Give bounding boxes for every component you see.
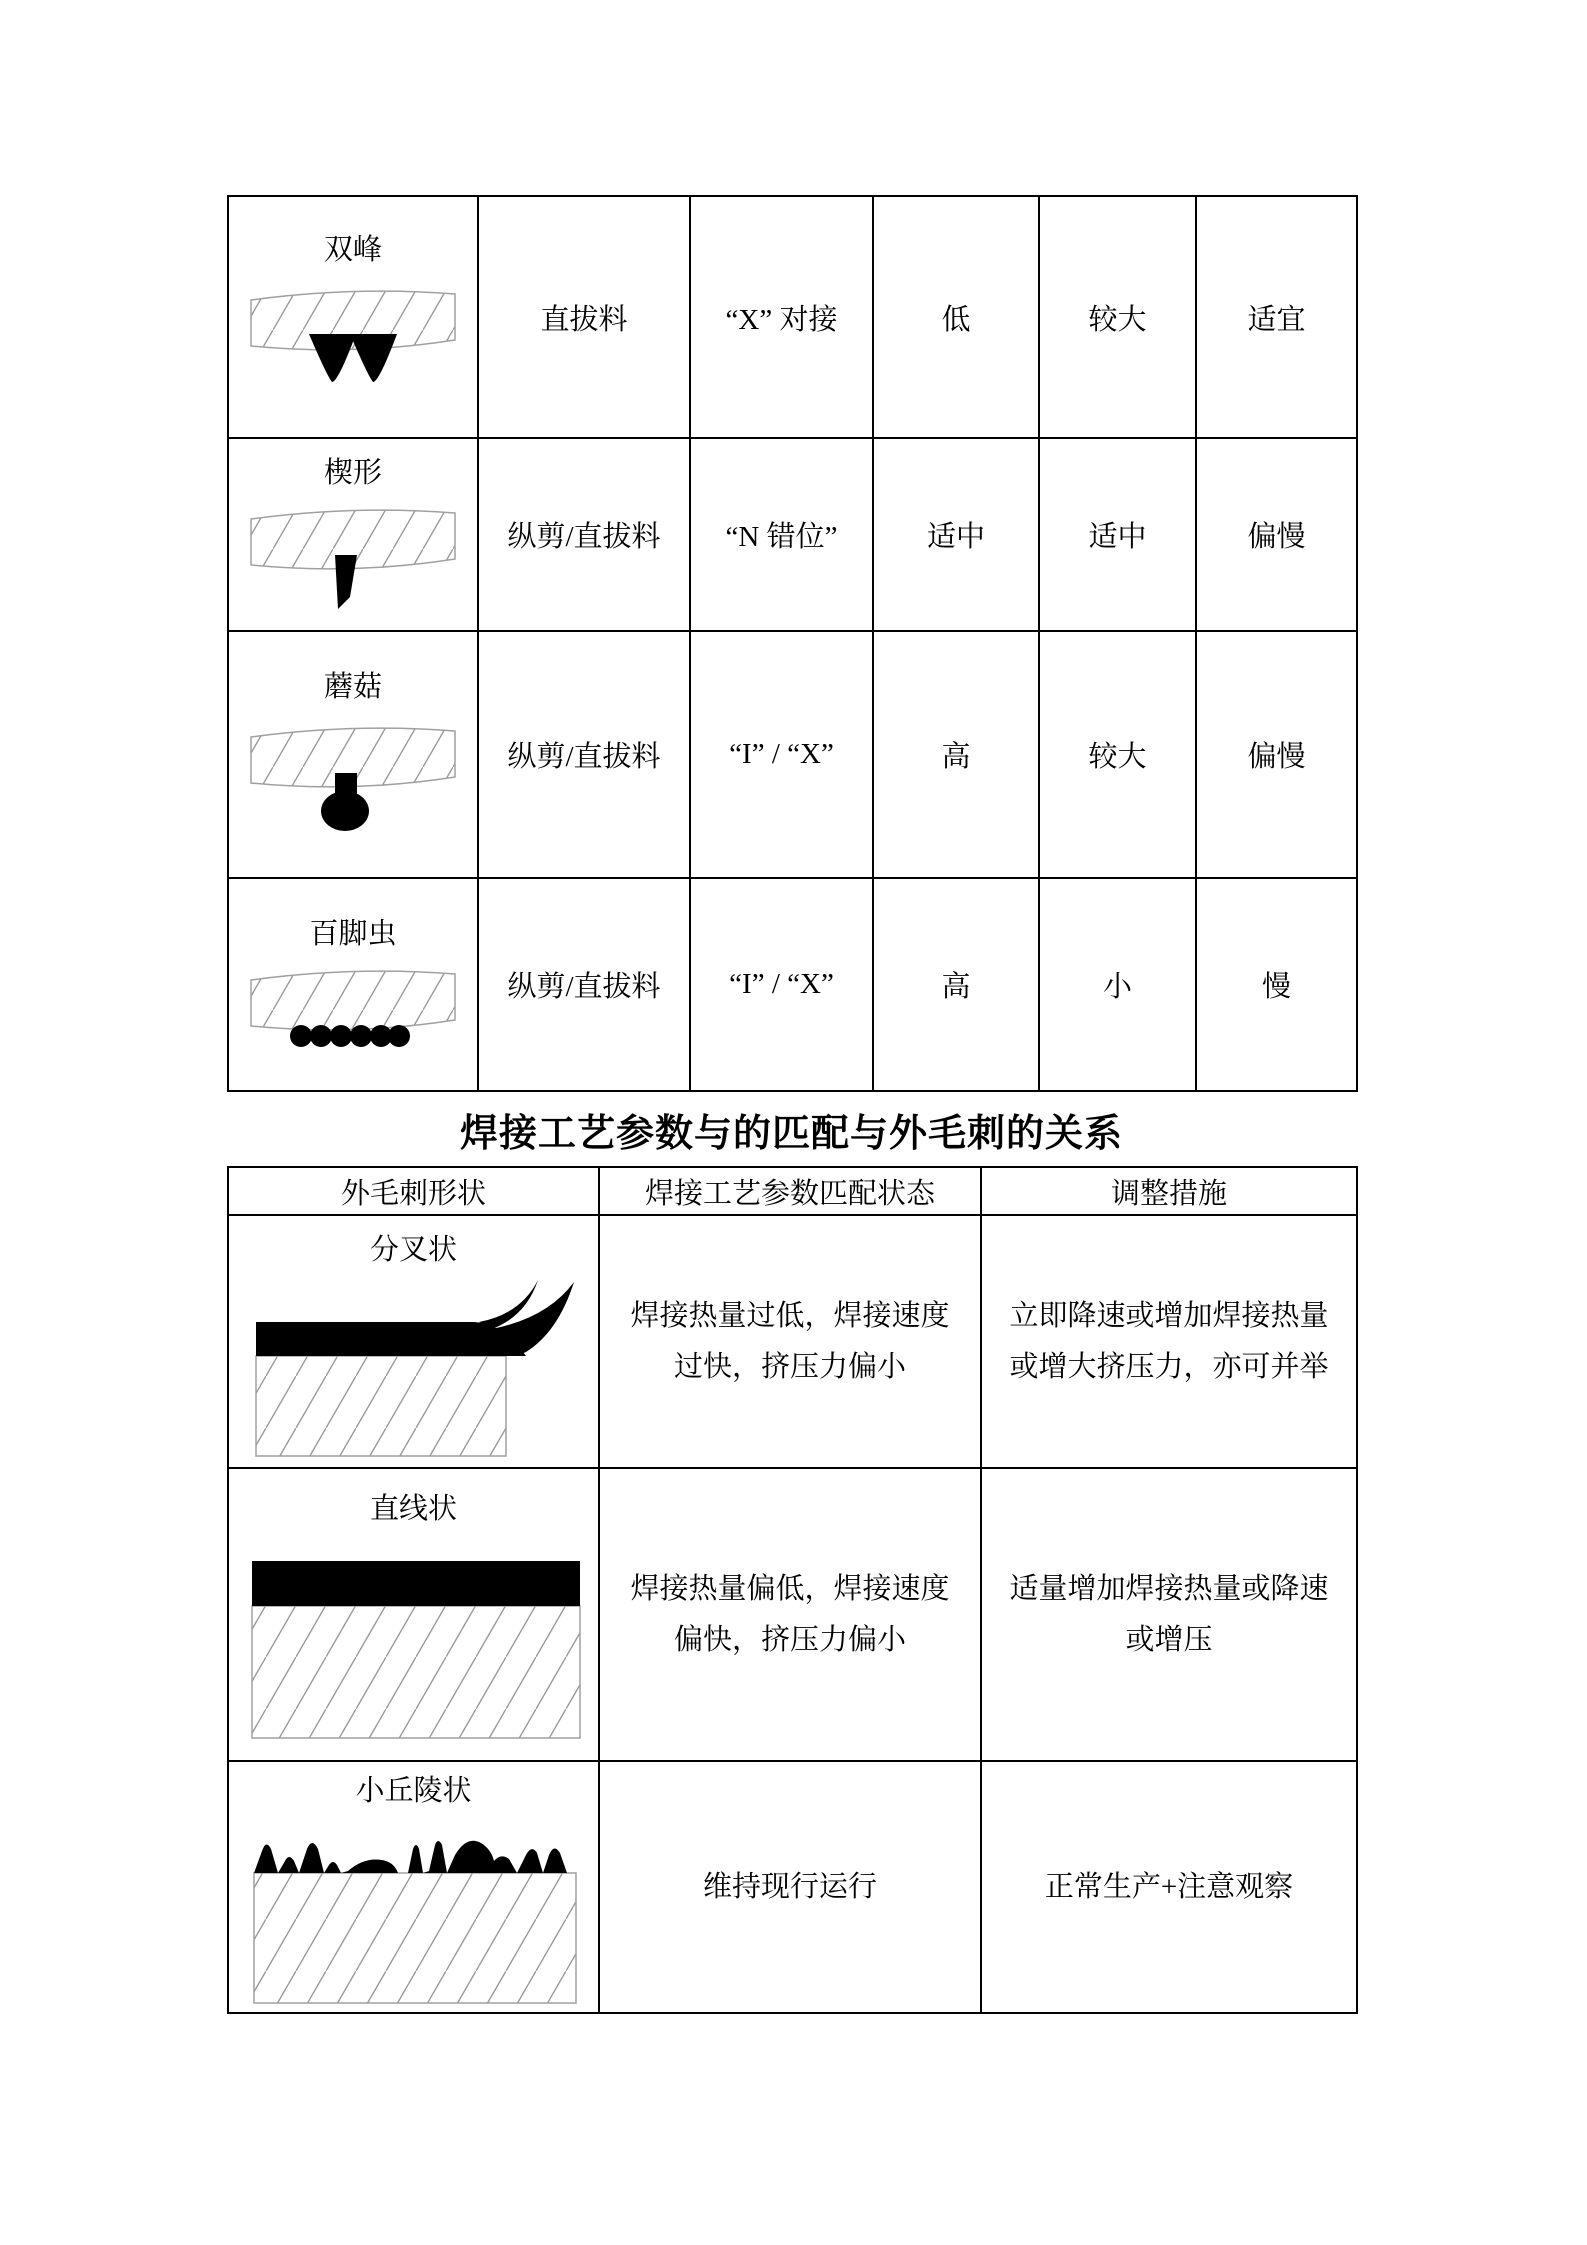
cell-heat: 低 (873, 196, 1039, 438)
burr-adjustment-table (227, 1166, 1356, 2014)
centipede-burr-diagram (243, 958, 463, 1058)
table-row (228, 438, 1357, 631)
table-row (228, 1468, 1357, 1761)
cell-material: 直拔料 (478, 196, 690, 438)
cell-status: 焊接热量过低，焊接速度过快，挤压力偏小 (599, 1215, 981, 1468)
shape-cell (228, 631, 478, 878)
cell-size: 较大 (1039, 631, 1196, 878)
cell-action: 立即降速或增加焊接热量或增大挤压力，亦可并举 (981, 1215, 1357, 1468)
wedge-burr-diagram (243, 497, 463, 619)
cell-size: 适中 (1039, 438, 1196, 631)
header-match-status: 焊接工艺参数匹配状态 (599, 1167, 981, 1215)
table-row (228, 196, 1357, 438)
table-row (228, 878, 1357, 1091)
shape-label: 双峰 (323, 233, 382, 266)
shape-label: 分叉状 (369, 1233, 457, 1266)
table-header-row (228, 1167, 1357, 1215)
cell-speed: 适宜 (1196, 196, 1357, 438)
header-burr-shape: 外毛刺形状 (228, 1167, 599, 1215)
shape-cell (228, 1761, 599, 2013)
shape-label: 蘑菇 (323, 671, 382, 703)
cell-heat: 高 (873, 631, 1039, 878)
shape-label: 楔形 (323, 457, 382, 489)
cell-size: 小 (1039, 878, 1196, 1091)
cell-material: 纵剪/直拔料 (478, 438, 690, 631)
double-peak-burr-diagram (243, 278, 463, 408)
cell-material: 纵剪/直拔料 (478, 631, 690, 878)
cell-joint: “X” 对接 (690, 196, 873, 438)
cell-action: 适量增加焊接热量或降速或增压 (981, 1468, 1357, 1761)
shape-label: 直线状 (369, 1493, 457, 1525)
table-row (228, 1761, 1357, 2013)
header-adjustment: 调整措施 (981, 1167, 1357, 1215)
section-title-block (227, 1102, 1356, 1157)
shape-label: 百脚虫 (309, 918, 397, 950)
cell-heat: 适中 (873, 438, 1039, 631)
forked-burr-diagram (236, 1272, 592, 1457)
shape-cell (228, 438, 478, 631)
burr-type-table (227, 195, 1356, 1092)
straight-burr-diagram (236, 1553, 592, 1743)
table-row (228, 1215, 1357, 1468)
cell-heat: 高 (873, 878, 1039, 1091)
shape-cell (228, 878, 478, 1091)
cell-joint: “I” / “X” (690, 631, 873, 878)
section-title: 焊接工艺参数与的匹配与外毛刺的关系 (459, 1113, 1123, 1155)
shape-cell (228, 196, 478, 438)
cell-status: 焊接热量偏低，焊接速度偏快，挤压力偏小 (599, 1468, 981, 1761)
cell-joint: “I” / “X” (690, 878, 873, 1091)
mushroom-burr-diagram (243, 715, 463, 845)
shape-cell (228, 1468, 599, 1761)
cell-speed: 慢 (1196, 878, 1357, 1091)
table-row (228, 631, 1357, 878)
cell-speed: 偏慢 (1196, 631, 1357, 878)
cell-status: 维持现行运行 (599, 1761, 981, 2013)
cell-joint: “N 错位” (690, 438, 873, 631)
cell-speed: 偏慢 (1196, 438, 1357, 631)
shape-cell (228, 1215, 599, 1468)
hilly-burr-diagram (236, 1815, 592, 2007)
cell-material: 纵剪/直拔料 (478, 878, 690, 1091)
shape-label: 小丘陵状 (355, 1774, 472, 1807)
cell-size: 较大 (1039, 196, 1196, 438)
cell-action: 正常生产+注意观察 (981, 1761, 1357, 2013)
